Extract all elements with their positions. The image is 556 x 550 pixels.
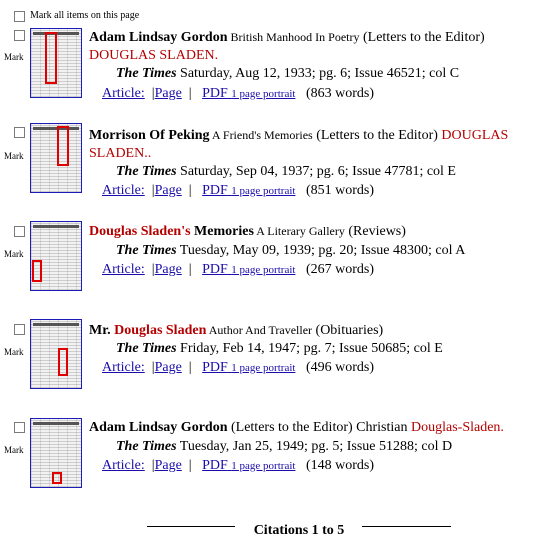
- article-link[interactable]: Article:: [102, 86, 145, 101]
- footer-rule-right: [362, 526, 451, 527]
- masthead-rule: [33, 127, 79, 130]
- mark-all-checkbox[interactable]: [14, 11, 25, 22]
- result-5-title[interactable]: Adam Lindsay Gordon (Letters to the Editor) Christian Douglas-Sladen.: [89, 420, 504, 435]
- result-5-checkbox[interactable]: [14, 422, 25, 433]
- pdf-link[interactable]: PDF 1 page portrait: [202, 86, 296, 101]
- result-2-checkbox[interactable]: [14, 127, 25, 138]
- word-count: (148 words): [305, 458, 374, 473]
- result-5-thumbnail[interactable]: [30, 418, 82, 488]
- article-location-box: [58, 348, 68, 376]
- article-location-box: [32, 260, 42, 282]
- citations-range: Citations 1 to 5: [253, 523, 345, 538]
- result-4-checkbox[interactable]: [14, 324, 25, 335]
- page-link[interactable]: Page: [154, 458, 182, 473]
- result-1-title[interactable]: Adam Lindsay Gordon British Manhood In Poetry (Letters to the Editor) DOUGLAS SLADEN.: [89, 30, 485, 63]
- article-location-box: [57, 126, 69, 166]
- word-count: (863 words): [305, 86, 374, 101]
- article-location-box: [45, 32, 57, 84]
- masthead-rule: [33, 422, 79, 425]
- masthead-rule: [33, 225, 79, 228]
- result-2-mark-label: Mark: [4, 151, 24, 161]
- result-3-title[interactable]: Douglas Sladen's Memories A Literary Gallery (Reviews): [89, 224, 406, 239]
- page-link[interactable]: Page: [154, 183, 182, 198]
- page-link[interactable]: Page: [154, 86, 182, 101]
- result-5-mark-label: Mark: [4, 445, 24, 455]
- word-count: (496 words): [305, 360, 374, 375]
- result-5-links: Article: |Page | PDF 1 page portrait (148 words): [102, 458, 374, 473]
- result-5-citation: The Times Tuesday, Jan 25, 1949; pg. 5; Issue 51288; col D: [116, 439, 453, 454]
- result-2-thumbnail[interactable]: [30, 123, 82, 193]
- result-3-thumbnail[interactable]: [30, 221, 82, 291]
- result-1-checkbox[interactable]: [14, 30, 25, 41]
- page-link[interactable]: Page: [154, 262, 182, 277]
- result-1-mark-label: Mark: [4, 52, 24, 62]
- article-link[interactable]: Article:: [102, 360, 145, 375]
- word-count: (267 words): [305, 262, 374, 277]
- pdf-link[interactable]: PDF 1 page portrait: [202, 183, 296, 198]
- result-1-citation: The Times Saturday, Aug 12, 1933; pg. 6; Issue 46521; col C: [116, 66, 460, 81]
- masthead-rule: [33, 323, 79, 326]
- result-2-links: Article: |Page | PDF 1 page portrait (851 words): [102, 183, 374, 198]
- pdf-link[interactable]: PDF 1 page portrait: [202, 360, 296, 375]
- article-link[interactable]: Article:: [102, 183, 145, 198]
- result-3-mark-label: Mark: [4, 249, 24, 259]
- result-3-links: Article: |Page | PDF 1 page portrait (267 words): [102, 262, 374, 277]
- article-link[interactable]: Article:: [102, 262, 145, 277]
- mark-all-label: Mark all items on this page: [30, 10, 140, 21]
- result-4-thumbnail[interactable]: [30, 319, 82, 389]
- result-4-mark-label: Mark: [4, 347, 24, 357]
- result-4-citation: The Times Friday, Feb 14, 1947; pg. 7; Issue 50685; col E: [116, 341, 443, 356]
- result-1-thumbnail[interactable]: [30, 28, 82, 98]
- word-count: (851 words): [305, 183, 374, 198]
- result-2-citation: The Times Saturday, Sep 04, 1937; pg. 6; Issue 47781; col E: [116, 164, 456, 179]
- result-2-title[interactable]: Morrison Of Peking A Friend's Memories (Letters to the Editor) DOUGLAS SLADEN..: [89, 128, 509, 161]
- article-location-box: [52, 472, 62, 484]
- result-3-citation: The Times Tuesday, May 09, 1939; pg. 20; Issue 48300; col A: [116, 243, 466, 258]
- pdf-link[interactable]: PDF 1 page portrait: [202, 458, 296, 473]
- article-link[interactable]: Article:: [102, 458, 145, 473]
- result-4-title[interactable]: Mr. Douglas Sladen Author And Traveller (Obituaries): [89, 323, 384, 338]
- result-3-checkbox[interactable]: [14, 226, 25, 237]
- result-1-links: Article: |Page | PDF 1 page portrait (863 words): [102, 86, 374, 101]
- pdf-link[interactable]: PDF 1 page portrait: [202, 262, 296, 277]
- result-4-links: Article: |Page | PDF 1 page portrait (496 words): [102, 360, 374, 375]
- page-link[interactable]: Page: [154, 360, 182, 375]
